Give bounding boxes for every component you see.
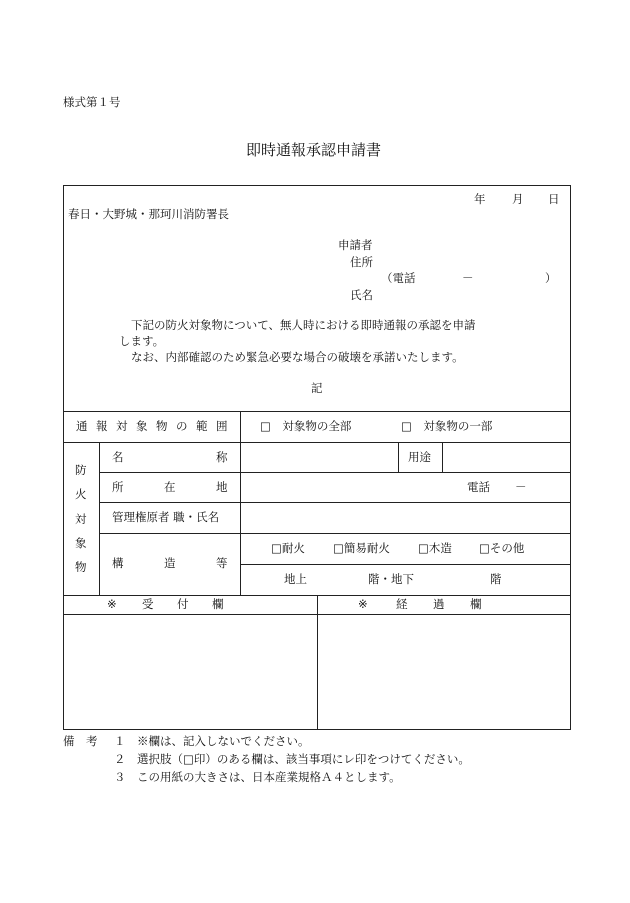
note-2-num: ２	[114, 752, 126, 766]
applicant-phone-dash: －	[462, 271, 474, 285]
floors-below-label: 階・地下	[368, 572, 414, 586]
vline-bouka-col	[99, 442, 100, 595]
structure-label-b: 造	[164, 556, 176, 570]
body-line-1: 下記の防火対象物について、無人時における即時通報の承認を申請	[131, 318, 476, 332]
manager-label: 管理権原者 職・氏名	[112, 510, 220, 524]
vline-receipt	[317, 595, 318, 730]
location-label-c: 地	[216, 480, 228, 494]
scope-char-8: 囲	[216, 419, 228, 433]
vline-label-col	[240, 411, 241, 595]
structure-option-simple-fireproof[interactable]: □簡易耐火	[333, 541, 390, 555]
name-label-a: 名	[112, 450, 124, 464]
floors-end-label: 階	[490, 572, 502, 586]
usage-label: 用途	[408, 450, 431, 464]
scope-option-part[interactable]: □ 対象物の一部	[401, 419, 493, 433]
divider-top-table	[63, 411, 571, 412]
receipt-char-1: ※	[107, 597, 117, 611]
receipt-char-2: 受	[142, 597, 154, 611]
scope-char-2: 報	[96, 419, 108, 433]
scope-option-all[interactable]: □ 対象物の全部	[260, 419, 352, 433]
vline-usage-left	[398, 442, 399, 472]
progress-char-2: 経	[396, 597, 408, 611]
location-label-a: 所	[112, 480, 124, 494]
name-label-b: 称	[216, 450, 228, 464]
divider-scope	[63, 442, 571, 443]
ki-label: 記	[311, 381, 323, 395]
note-3-num: ３	[114, 770, 126, 784]
progress-char-4: 欄	[470, 597, 482, 611]
scope-char-5: 物	[156, 419, 168, 433]
divider-manager	[99, 533, 571, 534]
applicant-name: 氏名	[350, 288, 373, 302]
addressee: 春日・大野城・那珂川消防署長	[68, 207, 229, 221]
applicant-phone-close: ）	[545, 271, 557, 285]
body-line-2: します。	[119, 334, 165, 348]
divider-location	[99, 502, 571, 503]
note-1-num: １	[114, 734, 126, 748]
divider-name	[99, 472, 571, 473]
body-line-3: なお、内部確認のため緊急必要な場合の破壊を承諾いたします。	[131, 350, 464, 364]
scope-char-1: 通	[76, 419, 88, 433]
applicant-label: 申請者	[338, 238, 373, 252]
floors-above-label: 地上	[284, 572, 307, 586]
note-2-text: 選択肢（□印）のある欄は、該当事項にレ印をつけてください。	[137, 752, 470, 766]
vline-usage-right	[442, 442, 443, 472]
date-month: 月	[512, 192, 524, 206]
bouka-char-4: 象	[75, 536, 87, 550]
receipt-char-3: 付	[177, 597, 189, 611]
location-label-b: 在	[164, 480, 176, 494]
notes-label: 備 考	[63, 734, 98, 748]
structure-label-c: 等	[216, 556, 228, 570]
scope-char-3: 対	[116, 419, 128, 433]
structure-option-wooden[interactable]: □木造	[418, 541, 452, 555]
date-day: 日	[548, 192, 560, 206]
scope-char-7: 範	[196, 419, 208, 433]
bouka-char-2: 火	[75, 487, 87, 501]
location-phone-dash: －	[515, 480, 527, 494]
scope-char-4: 象	[136, 419, 148, 433]
form-number: 様式第１号	[63, 95, 121, 109]
date-year: 年	[474, 192, 486, 206]
bouka-char-5: 物	[75, 560, 87, 574]
receipt-char-4: 欄	[212, 597, 224, 611]
divider-structure	[240, 564, 571, 565]
structure-label-a: 構	[112, 556, 124, 570]
location-phone-label: 電話	[467, 480, 490, 494]
progress-char-3: 過	[433, 597, 445, 611]
page-title: 即時通報承認申請書	[246, 141, 382, 159]
structure-option-fireproof[interactable]: □耐火	[271, 541, 305, 555]
bouka-char-1: 防	[75, 463, 87, 477]
structure-option-other[interactable]: □その他	[479, 541, 525, 555]
bouka-char-3: 対	[75, 512, 87, 526]
note-3-text: この用紙の大きさは、日本産業規格Ａ４とします。	[137, 770, 401, 784]
progress-char-1: ※	[358, 597, 368, 611]
note-1-text: ※欄は、記入しないでください。	[137, 734, 310, 748]
scope-char-6: の	[176, 419, 188, 433]
applicant-address: 住所	[350, 255, 373, 269]
applicant-phone: （電話	[381, 271, 416, 285]
